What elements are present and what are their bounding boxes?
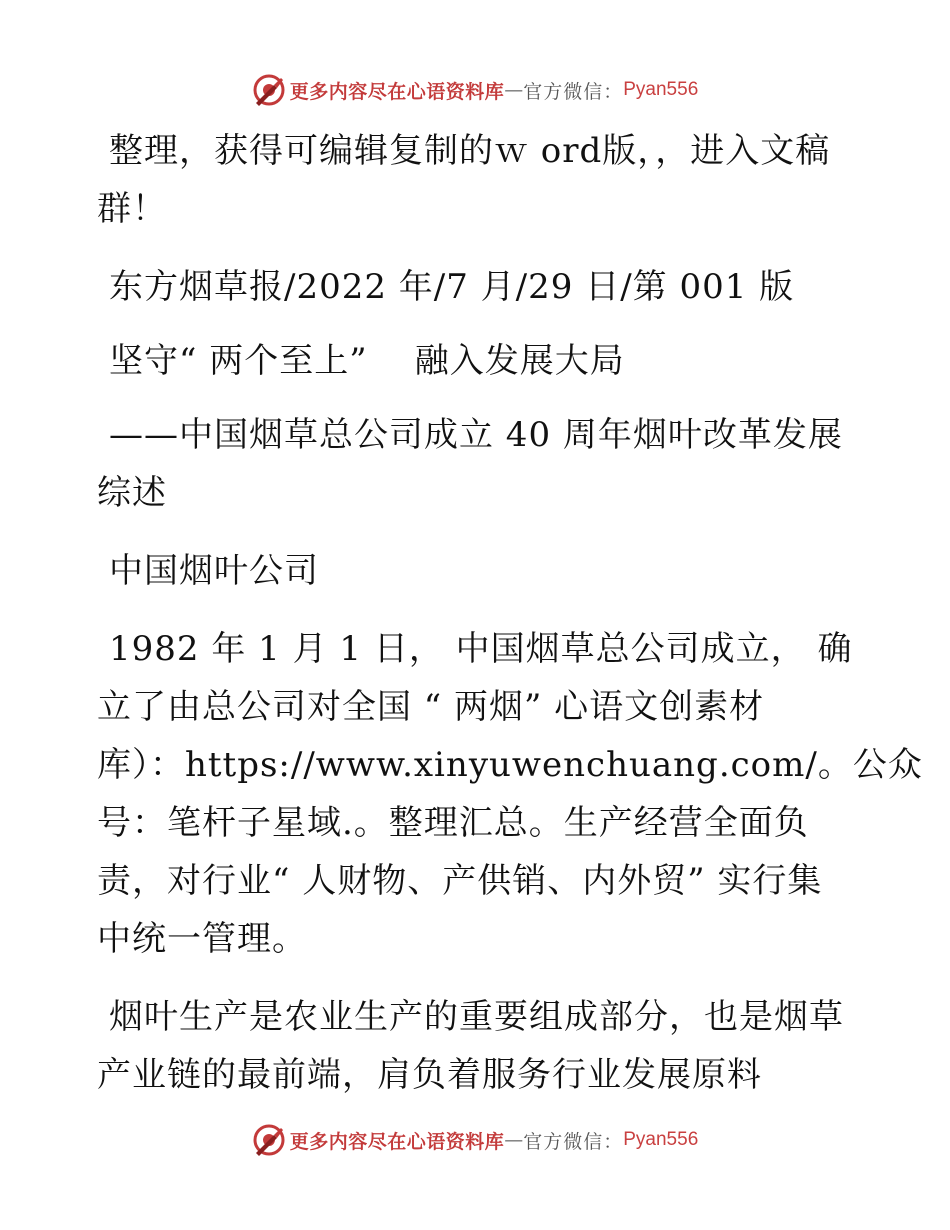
watermark-official-label: 官方微信： bbox=[523, 1130, 624, 1153]
body-paragraph-1 bbox=[97, 620, 923, 968]
dateline bbox=[97, 258, 857, 316]
body1-line-4: 号：笔杆子星域.。整理汇总。生产经营全面负 bbox=[97, 803, 809, 843]
subtitle-line-2: 综述 bbox=[97, 473, 167, 513]
article-subtitle bbox=[97, 406, 857, 522]
intro-line-2: 群！ bbox=[97, 189, 167, 229]
document-body bbox=[97, 122, 923, 1104]
headline-text: 坚守“ 两个至上” 融入发展大局 bbox=[109, 341, 625, 381]
article-headline bbox=[97, 332, 857, 390]
header-watermark-banner bbox=[0, 70, 950, 110]
dateline-text: 东方烟草报/2022 年/7 月/29 日/第 001 版 bbox=[109, 267, 795, 307]
author-text: 中国烟叶公司 bbox=[109, 551, 319, 591]
body1-line-6: 中统一管理。 bbox=[97, 919, 307, 959]
body2-line-2: 产业链的最前端，肩负着服务行业发展原料 bbox=[97, 1055, 762, 1095]
body-paragraph-2 bbox=[97, 988, 857, 1104]
body1-line-5: 责，对行业“ 人财物、产供销、内外贸” 实行集 bbox=[97, 861, 823, 901]
article-author bbox=[97, 542, 857, 600]
watermark-official-label: 官方微信： bbox=[523, 80, 624, 103]
pen-logo-icon bbox=[252, 73, 286, 107]
pen-logo-icon bbox=[252, 1123, 286, 1157]
intro-line-1: 整理，获得可编辑复制的ｗ ord版，，进入文稿 bbox=[109, 131, 831, 171]
watermark-dash: — bbox=[504, 1129, 524, 1151]
watermark-wechat-id: Pyan556 bbox=[623, 79, 699, 100]
body1-line-2: 立了由总公司对全国 “ 两烟” 心语文创素材 bbox=[97, 687, 765, 727]
intro-paragraph bbox=[97, 122, 857, 238]
subtitle-line-1: ——中国烟草总公司成立 40 周年烟叶改革发展 bbox=[109, 415, 843, 455]
body2-line-1: 烟叶生产是农业生产的重要组成部分，也是烟草 bbox=[109, 997, 844, 1037]
body1-line-1: 1982 年 1 月 1 日， 中国烟草总公司成立， 确 bbox=[109, 629, 853, 669]
watermark-brand-text: 更多内容尽在心语资料库 bbox=[289, 1130, 505, 1153]
footer-watermark-banner bbox=[0, 1120, 950, 1160]
watermark-dash: — bbox=[504, 79, 524, 101]
watermark-brand-text: 更多内容尽在心语资料库 bbox=[289, 80, 505, 103]
watermark-wechat-id: Pyan556 bbox=[623, 1129, 699, 1150]
body1-line-3: 库）：https://www.xinyuwenchuang.com/。公众 bbox=[97, 745, 923, 785]
